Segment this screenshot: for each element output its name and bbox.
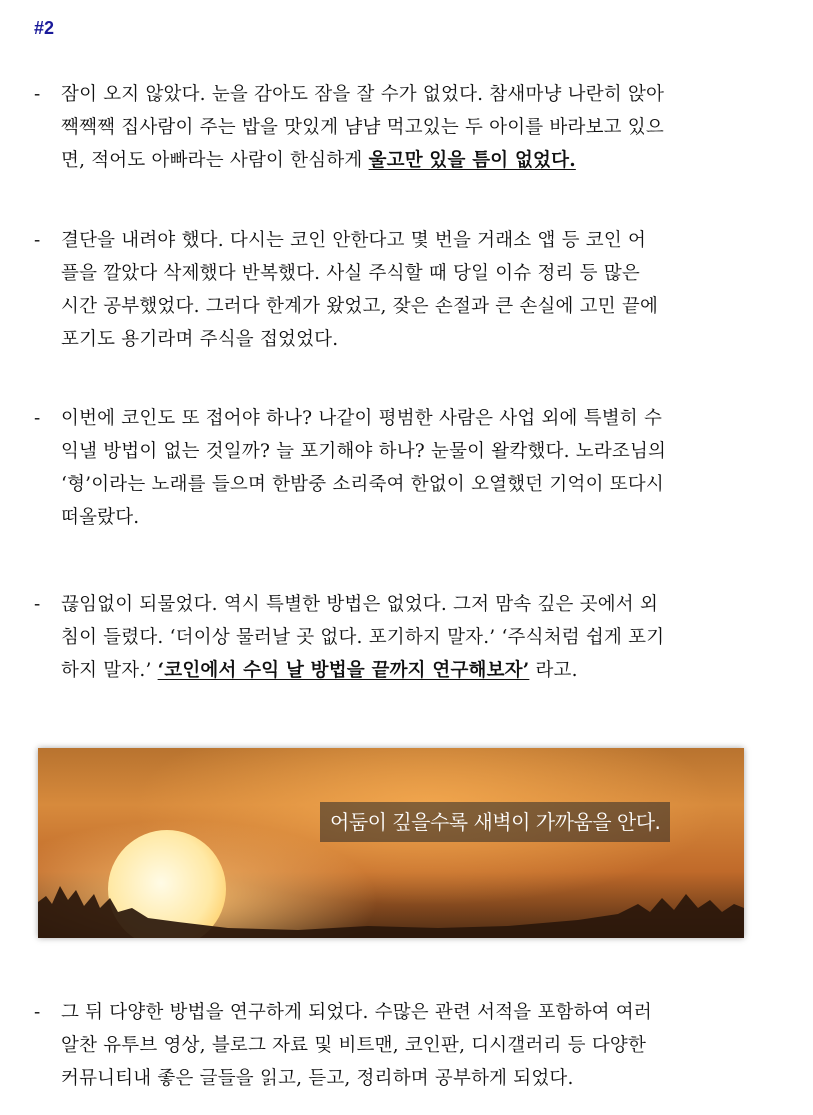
paragraph-line [34,290,749,323]
text-segment: 그 뒤 다양한 방법을 연구하게 되었다. 수많은 관련 서적을 포함하여 여러 [61,1002,652,1023]
text-segment: ‘형’이라는 노래를 들으며 한밤중 소리죽여 한없이 오열했던 기억이 또다시 [61,474,664,495]
paragraph-line [34,468,749,501]
list-dash: - [34,408,41,429]
paragraph-line [34,501,749,534]
text-segment: 떠올랐다. [61,507,140,528]
paragraph-line [34,78,749,111]
paragraph-line [34,111,749,144]
paragraph-line [34,257,749,290]
text-segment: 라고. [529,660,578,681]
paragraph-line [34,144,749,177]
text-segment: 하지 말자.’ [61,660,158,681]
text-segment: 면, 적어도 아빠라는 사람이 한심하게 [61,150,369,171]
text-segment: 끊임없이 되물었다. 역시 특별한 방법은 없었다. 그저 맘속 깊은 곳에서 외 [61,594,659,615]
text-segment: 알찬 유투브 영상, 블로그 자료 및 비트맨, 코인판, 디시갤러리 등 다양한 [61,1035,647,1056]
text-segment: 이번에 코인도 또 접어야 하나? 나같이 평범한 사람은 사업 외에 특별히 수 [61,408,663,429]
paragraph-line [34,1029,749,1062]
tree-silhouette [38,868,744,938]
emphasized-text: ‘코인에서 수익 날 방법을 끝까지 연구해보자’ [157,660,530,681]
text-segment: 포기도 용기라며 주식을 접었었다. [61,329,339,350]
text-segment: 익낼 방법이 없는 것일까? 늘 포기해야 하나? 눈물이 왈칵했다. 노라조님의 [61,441,667,462]
paragraph-line [34,402,749,435]
paragraph-line [34,435,749,468]
paragraph-line [34,621,749,654]
paragraph-line [34,323,749,356]
paragraph-1 [34,78,749,177]
text-segment: 시간 공부했었다. 그러다 한계가 왔었고, 잦은 손절과 큰 손실에 고민 끝에 [61,296,659,317]
paragraph-line [34,996,749,1029]
list-dash: - [34,1002,41,1023]
paragraph-4 [34,588,749,687]
text-segment: 플을 깔았다 삭제했다 반복했다. 사실 주식할 때 당일 이슈 정리 등 많은 [61,263,640,284]
chapter-number: #2 [34,18,55,38]
image-caption: 어둠이 깊을수록 새벽이 가까움을 안다. [320,802,670,842]
text-segment: 커뮤니티내 좋은 글들을 읽고, 듣고, 정리하며 공부하게 되었다. [61,1068,574,1089]
text-segment: 결단을 내려야 했다. 다시는 코인 안한다고 몇 번을 거래소 앱 등 코인 어 [61,230,647,251]
emphasized-text: 울고만 있을 틈이 없었다. [368,150,576,171]
paragraph-5 [34,996,749,1095]
paragraph-line [34,588,749,621]
paragraph-line [34,224,749,257]
list-dash: - [34,84,41,105]
text-segment: 짹짹짹 집사람이 주는 밥을 맛있게 냠냠 먹고있는 두 아이를 바라보고 있으 [61,117,664,138]
text-segment: 잠이 오지 않았다. 눈을 감아도 잠을 잘 수가 없었다. 참새마냥 나란히 앉아 [61,84,665,105]
text-segment: 침이 들렸다. ‘더이상 물러날 곳 없다. 포기하지 말자.’ ‘주식처럼 쉽게 포기 [61,627,665,648]
paragraph-line [34,1062,749,1095]
paragraph-3 [34,402,749,534]
paragraph-2 [34,224,749,356]
paragraph-line [34,654,749,687]
sunrise-photo [38,748,744,938]
list-dash: - [34,594,41,615]
list-dash: - [34,230,41,251]
